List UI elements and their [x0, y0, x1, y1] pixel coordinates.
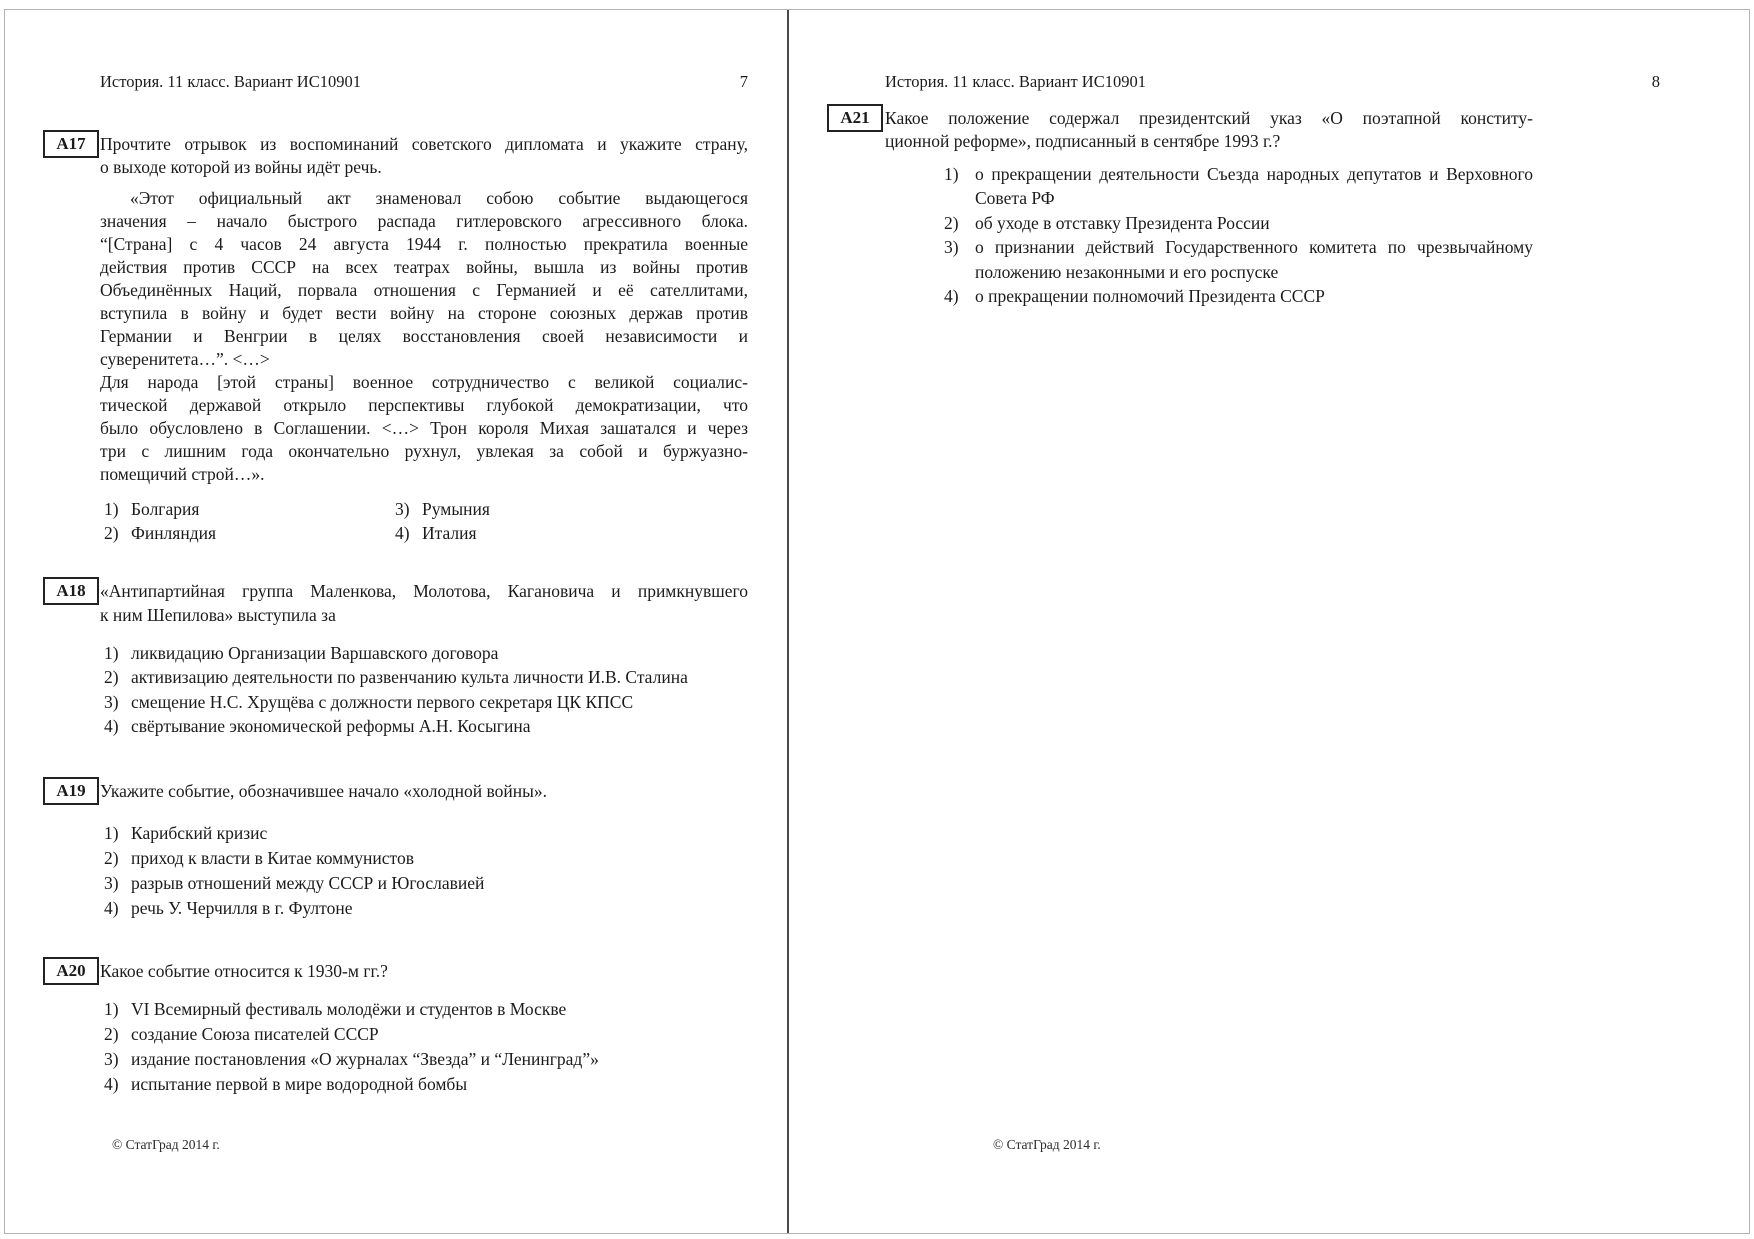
passage-line: значения – начало быстрого распада гитлеровского агрессивного блока.	[100, 211, 748, 231]
option-number: 4)	[104, 716, 119, 736]
option-row	[104, 691, 633, 714]
option-text: об уходе в отставку Президента России	[975, 213, 1270, 233]
question-label-a21: А21	[827, 104, 883, 132]
option-text: Финляндия	[131, 523, 217, 543]
option-number: 4)	[104, 1074, 119, 1094]
option-number: 4)	[395, 523, 410, 543]
question-prompt-line: Какое событие относится к 1930-м гг.?	[100, 961, 388, 981]
option-number: 2)	[944, 213, 959, 233]
question-label-a17: А17	[43, 130, 99, 158]
option-row	[944, 212, 1270, 235]
option-row	[395, 498, 490, 521]
option-text: свёртывание экономической реформы А.Н. Косыгина	[131, 716, 531, 736]
option-text: создание Союза писателей СССР	[131, 1024, 379, 1044]
passage-line: «Этот официальный акт знаменовал собою событие выдающегося	[130, 188, 748, 208]
passage-line: вступила в войну и будет вести войну на стороне союзных держав против	[100, 303, 748, 323]
option-number: 2)	[104, 667, 119, 687]
passage-line: суверенитета…”. <…>	[100, 349, 270, 369]
question-prompt-line: к ним Шепилова» выступила за	[100, 605, 336, 625]
question-label-a18: А18	[43, 577, 99, 605]
passage-line: “[Страна] с 4 часов 24 августа 1944 г. полностью прекратила военные	[100, 234, 748, 254]
option-row	[104, 642, 498, 665]
option-text: Румыния	[422, 499, 490, 519]
page-footer: © СтатГрад 2014 г.	[112, 1137, 220, 1152]
option-text-line: о прекращении деятельности Съезда народных депутатов и Верховного	[975, 164, 1533, 184]
option-number: 4)	[944, 286, 959, 306]
page-header: История. 11 класс. Вариант ИС10901	[885, 72, 1146, 91]
option-text: активизацию деятельности по развенчанию культа личности И.В. Сталина	[131, 667, 688, 687]
option-number: 3)	[104, 873, 119, 893]
option-text: ликвидацию Организации Варшавского договора	[131, 643, 499, 663]
option-row	[104, 897, 352, 920]
question-label-a20: А20	[43, 957, 99, 985]
option-text: Италия	[422, 523, 477, 543]
option-row	[104, 998, 566, 1021]
passage-line: Объединённых Наций, порвала отношения с Германией и её сателлитами,	[100, 280, 748, 300]
question-prompt-line: ционной реформе», подписанный в сентябре 1993 г.?	[885, 131, 1281, 151]
option-row	[104, 498, 199, 521]
page-number: 7	[739, 72, 748, 91]
option-text-line: Совета РФ	[975, 188, 1055, 208]
option-row	[104, 522, 216, 545]
option-text: Карибский кризис	[131, 823, 268, 843]
option-row	[104, 1073, 467, 1096]
page-divider	[787, 10, 789, 1233]
page-number: 8	[1651, 72, 1660, 91]
passage-line: три с лишним года окончательно рухнул, увлекая за собой и буржуазно-	[100, 441, 748, 461]
option-number: 2)	[104, 1024, 119, 1044]
option-text: VI Всемирный фестиваль молодёжи и студентов в Москве	[131, 999, 567, 1019]
option-row	[104, 822, 267, 845]
option-text: приход к власти в Китае коммунистов	[131, 848, 414, 868]
option-text: речь У. Черчилля в г. Фултоне	[131, 898, 353, 918]
option-text: Болгария	[131, 499, 200, 519]
option-text: смещение Н.С. Хрущёва с должности первого секретаря ЦК КПСС	[131, 692, 634, 712]
option-text: издание постановления «О журналах “Звезда” и “Ленинград”»	[131, 1049, 599, 1069]
option-number: 1)	[104, 643, 119, 663]
option-number: 4)	[104, 898, 119, 918]
option-text: о прекращении полномочий Президента СССР	[975, 286, 1325, 306]
option-row	[104, 1023, 379, 1046]
option-row	[104, 666, 688, 689]
question-prompt-line: о выходе которой из войны идёт речь.	[100, 157, 382, 177]
question-prompt-line: Прочтите отрывок из воспоминаний советского дипломата и укажите страну,	[100, 134, 748, 154]
question-prompt-line: «Антипартийная группа Маленкова, Молотова, Кагановича и примкнувшего	[100, 581, 748, 601]
passage-line: было обусловлено в Соглашении. <…> Трон короля Михая зашатался и через	[100, 418, 748, 438]
passage-line: Германии и Венгрии в целях восстановления своей независимости и	[100, 326, 748, 346]
option-text-line: о признании действий Государственного комитета по чрезвычайному	[975, 237, 1533, 257]
option-row	[104, 1048, 599, 1071]
passage-line: Для народа [этой страны] военное сотрудничество с великой социалис-	[100, 372, 748, 392]
option-number: 3)	[944, 237, 959, 257]
passage-line: тической державой открыло перспективы глубокой демократизации, что	[100, 395, 748, 415]
option-row	[104, 847, 414, 870]
option-text: испытание первой в мире водородной бомбы	[131, 1074, 468, 1094]
question-label-a19: А19	[43, 777, 99, 805]
option-row	[104, 715, 530, 738]
option-number: 2)	[104, 523, 119, 543]
option-number: 3)	[104, 1049, 119, 1069]
passage-line: действия против СССР на всех театрах войны, вышла из войны против	[100, 257, 748, 277]
question-prompt-line: Укажите событие, обозначившее начало «холодной войны».	[100, 781, 547, 801]
page-footer: © СтатГрад 2014 г.	[993, 1137, 1101, 1152]
page-header: История. 11 класс. Вариант ИС10901	[100, 72, 361, 91]
option-text: разрыв отношений между СССР и Югославией	[131, 873, 485, 893]
option-number: 3)	[395, 499, 410, 519]
option-number: 1)	[104, 499, 119, 519]
question-prompt-line: Какое положение содержал президентский указ «О поэтапной конститу-	[885, 108, 1533, 128]
option-number: 3)	[104, 692, 119, 712]
option-number: 1)	[104, 823, 119, 843]
option-number: 1)	[104, 999, 119, 1019]
option-row	[104, 872, 484, 895]
option-number: 1)	[944, 164, 959, 184]
option-text-line: положению незаконными и его роспуске	[975, 262, 1279, 282]
option-row	[395, 522, 477, 545]
option-number: 2)	[104, 848, 119, 868]
passage-line: помещичий строй…».	[100, 464, 265, 484]
option-row	[944, 285, 1325, 308]
